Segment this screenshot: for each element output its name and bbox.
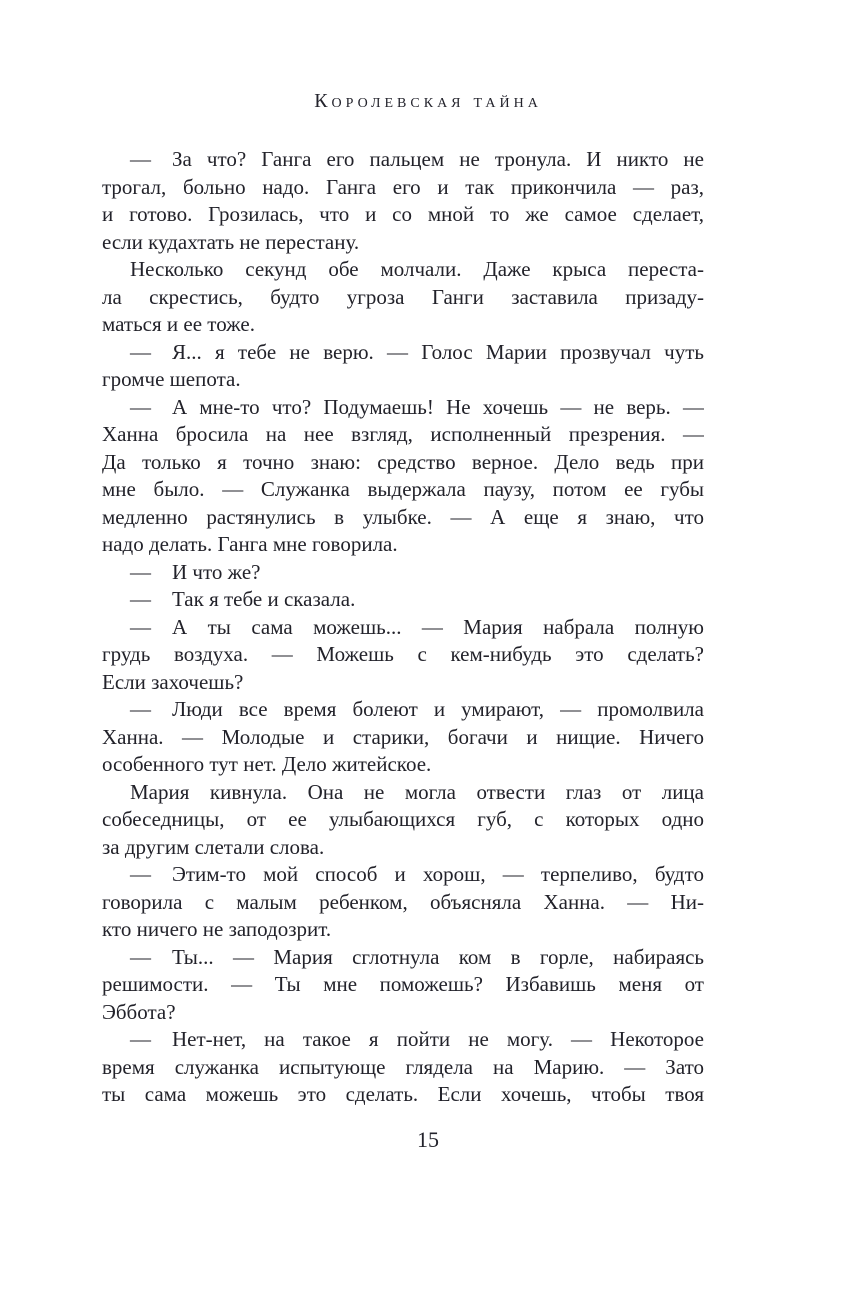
text-line: мне было. — Служанка выдержала паузу, потом ее губы <box>102 477 704 501</box>
text-line: трогал, больно надо. Ганга его и так прикончила — раз, <box>102 174 704 199</box>
paragraph <box>102 1026 704 1109</box>
text-block <box>102 146 704 1109</box>
text-line: — Нет-нет, на такое я пойти не могу. — Некоторое <box>130 1027 704 1051</box>
text-line: — Ты... — Мария сглотнула ком в горле, набираясь <box>130 944 704 969</box>
page-number: 15 <box>417 1126 439 1152</box>
paragraph <box>102 394 704 559</box>
text-line: — Я... я тебе не верю. — Голос Марии прозвучал чуть <box>130 339 704 364</box>
text-line: Да только я точно знаю: средство верное. Дело ведь при <box>102 449 704 474</box>
text-line: особенного тут нет. Дело житейское. <box>102 752 432 776</box>
paragraph <box>102 696 704 779</box>
paragraph <box>102 339 704 394</box>
text-line: надо делать. Ганга мне говорила. <box>102 532 398 556</box>
text-line: — За что? Ганга его пальцем не тронула. И никто не <box>130 147 704 171</box>
text-line: — Этим-то мой способ и хорош, — терпеливо, будто <box>130 862 704 886</box>
text-line: Ханна бросила на нее взгляд, исполненный презрения. — <box>102 422 704 446</box>
text-line: время служанка испытующе глядела на Марию. — Зато <box>102 1054 704 1079</box>
text-line: Эббота? <box>102 999 176 1024</box>
text-line: ты сама можешь это сделать. Если хочешь, чтобы твоя <box>102 1082 704 1106</box>
text-line: Ханна. — Молодые и старики, богачи и нищие. Ничего <box>102 724 704 749</box>
text-line: говорила с малым ребенком, объясняла Ханна. — Ни- <box>102 889 704 914</box>
text-line: Мария кивнула. Она не могла отвести глаз от лица <box>130 779 704 804</box>
running-header: Королевская тайна <box>314 90 542 112</box>
text-line: если кудахтать не перестану. <box>102 229 360 254</box>
paragraph <box>102 861 704 944</box>
text-line: Несколько секунд обе молчали. Даже крыса переста- <box>130 257 704 281</box>
paragraph <box>102 559 704 587</box>
paragraph <box>102 586 704 614</box>
text-line: громче шепота. <box>102 367 241 391</box>
paragraph <box>102 944 704 1027</box>
text-line: — А мне-то что? Подумаешь! Не хочешь — не верь. — <box>130 394 704 419</box>
text-line: медленно растянулись в улыбке. — А еще я знаю, что <box>102 504 704 529</box>
text-line: за другим слетали слова. <box>102 834 325 859</box>
text-line: и готово. Грозилась, что и со мной то же самое сделает, <box>102 202 704 226</box>
paragraph <box>102 146 704 256</box>
paragraph <box>102 256 704 339</box>
text-line: собеседницы, от ее улыбающихся губ, с которых одно <box>102 807 704 831</box>
text-line: кто ничего не заподозрит. <box>102 917 332 941</box>
text-line: маться и ее тоже. <box>102 312 255 336</box>
text-line: — А ты сама можешь... — Мария набрала полную <box>130 614 704 639</box>
text-line: Если захочешь? <box>102 669 244 694</box>
text-line: решимости. — Ты мне поможешь? Избавишь меня от <box>102 972 704 996</box>
text-line: — И что же? <box>130 559 261 584</box>
text-line: ла скрестись, будто угроза Ганги заставила призаду- <box>102 284 704 309</box>
paragraph <box>102 614 704 697</box>
text-line: грудь воздуха. — Можешь с кем-нибудь это сделать? <box>102 642 704 666</box>
text-line: — Люди все время болеют и умирают, — промолвила <box>130 697 704 721</box>
paragraph <box>102 779 704 862</box>
text-line: — Так я тебе и сказала. <box>130 587 356 611</box>
